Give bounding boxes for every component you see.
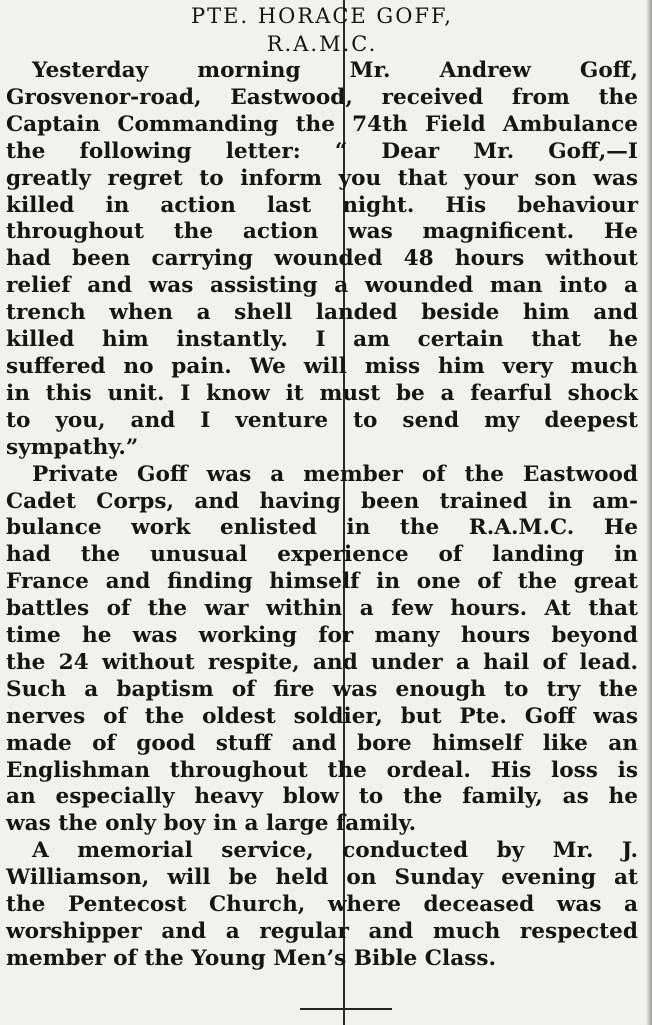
text-line: worshipper and a regular and much respected	[6, 919, 638, 944]
text-line: suffered no pain. We will miss him very much	[6, 353, 638, 379]
text-line: the Pentecost Church, where deceased was a	[6, 892, 638, 918]
text-line: throughout the action was magnificent. He	[6, 219, 638, 245]
text-line: relief and was assisting a wounded man into a	[6, 273, 638, 299]
text-line: sympathy.”	[6, 434, 139, 460]
page-edge-shadow	[646, 0, 652, 1025]
text-line: nerves of the oldest soldier, but Pte. Goff was	[6, 703, 638, 729]
text-line: to you, and I venture to send my deepest	[6, 407, 638, 433]
paragraph-background	[6, 462, 638, 839]
text-line: Cadet Corps, and having been trained in am-	[6, 488, 638, 514]
text-line: Such a baptism of fire was enough to try the	[6, 676, 638, 702]
text-line: Captain Commanding the 74th Field Ambulance	[6, 111, 638, 137]
article-headline	[6, 2, 638, 58]
text-line: an especially heavy blow to the family, as he	[6, 784, 638, 810]
text-line: battles of the war within a few hours. At that	[6, 596, 638, 622]
text-line: time he was working for many hours beyond	[6, 623, 638, 649]
text-line: trench when a shell landed beside him and	[6, 300, 638, 326]
text-line: Private Goff was a member of the Eastwood	[32, 461, 638, 487]
text-line: had the unusual experience of landing in	[6, 542, 638, 568]
text-line: the following letter: “ Dear Mr. Goff,—I	[6, 138, 638, 164]
paragraph-memorial	[6, 838, 638, 973]
text-line: the 24 without respite, and under a hail of lead.	[6, 649, 638, 675]
headline-name: PTE. HORACE GOFF,	[191, 4, 453, 28]
paragraph-letter	[6, 58, 638, 462]
text-line: Englishman throughout the ordeal. His loss is	[6, 757, 638, 783]
text-line: was the only boy in a large family.	[6, 811, 417, 837]
text-line: had been carrying wounded 48 hours without	[6, 246, 638, 272]
text-line: A memorial service, conducted by Mr. J.	[32, 838, 638, 864]
text-line: killed in action last night. His behaviour	[6, 192, 638, 218]
text-line: made of good stuff and bore himself like an	[6, 730, 638, 756]
text-line: Yesterday morning Mr. Andrew Goff,	[32, 58, 638, 83]
text-line: killed him instantly. I am certain that he	[6, 327, 638, 353]
end-rule	[300, 1008, 392, 1010]
headline-unit: R.A.M.C.	[266, 32, 378, 56]
text-line: bulance work enlisted in the R.A.M.C. He	[6, 515, 638, 541]
article	[6, 2, 638, 973]
text-line: greatly regret to inform you that your son was	[6, 165, 638, 191]
text-line: France and finding himself in one of the great	[6, 569, 638, 595]
text-line: Williamson, will be held on Sunday evening at	[6, 865, 638, 891]
text-line: member of the Young Men’s Bible Class.	[6, 945, 497, 971]
text-line: Grosvenor-road, Eastwood, received from the	[6, 84, 638, 110]
text-line: in this unit. I know it must be a fearful shock	[6, 380, 638, 406]
